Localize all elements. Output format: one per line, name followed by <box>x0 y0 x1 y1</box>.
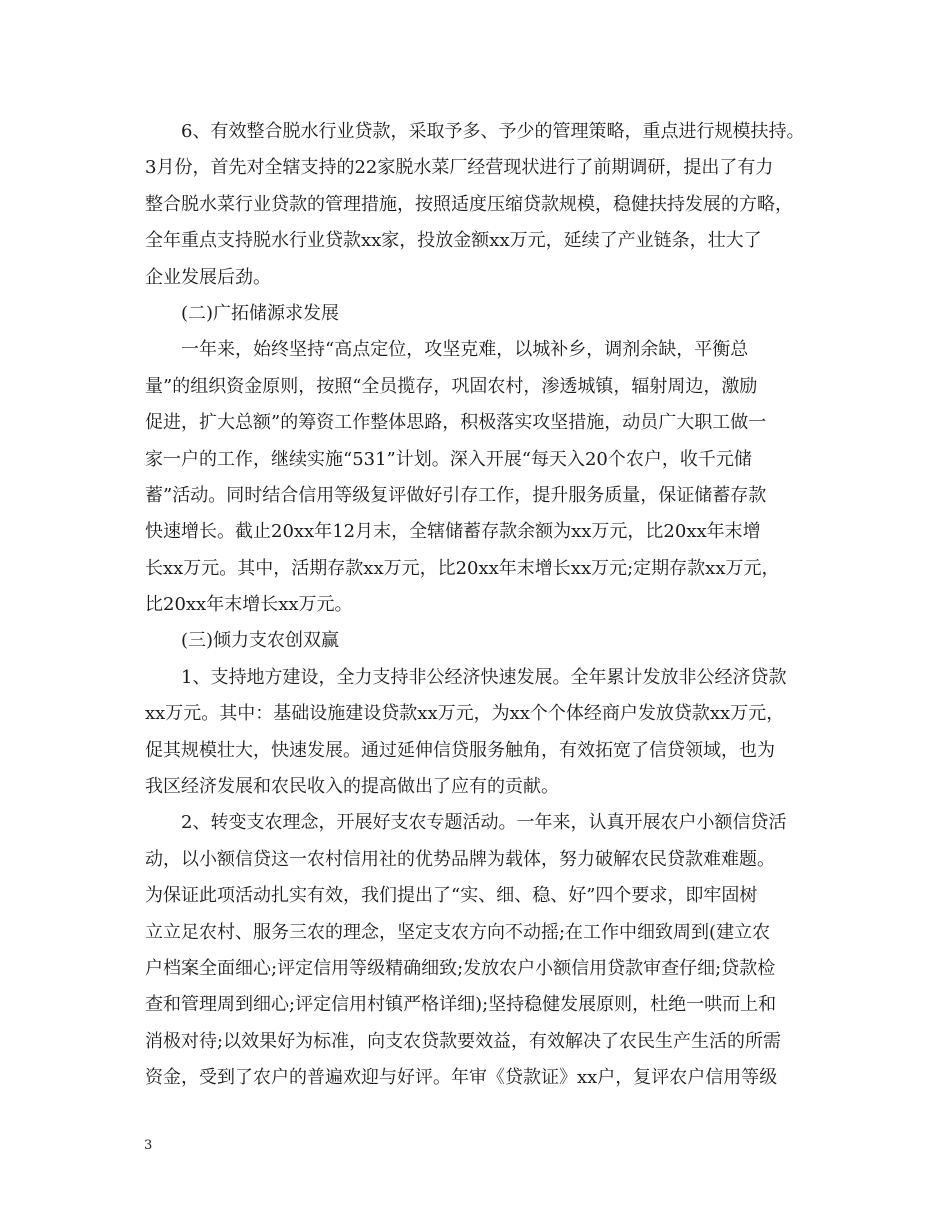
text-line: 1、支持地方建设，全力支持非公经济快速发展。全年累计发放非公经济贷款 <box>181 666 787 688</box>
text-line: 为保证此项活动扎实有效，我们提出了“实、细、稳、好”四个要求，即牢固树 <box>145 885 758 907</box>
text-line: 蓄”活动。同时结合信用等级复评做好引存工作，提升服务质量，保证储蓄存款 <box>145 484 767 506</box>
text-line: 比20xx年末增长xx万元。 <box>145 594 353 616</box>
text-line: 快速增长。截止20xx年12月末，全辖储蓄存款余额为xx万元，比20xx年末增 <box>145 521 761 543</box>
text-line: 全年重点支持脱水行业贷款xx家，投放金额xx万元，延续了产业链条，壮大了 <box>145 230 762 252</box>
text-line: 消极对待;以效果好为标准，向支农贷款要效益，有效解决了农民生产生活的所需 <box>145 1030 782 1052</box>
text-line: 立立足农村、服务三农的理念，坚定支农方向不动摇;在工作中细致周到(建立农 <box>145 921 771 943</box>
text-line: 查和管理周到细心;评定信用村镇严格详细);坚持稳健发展原则，杜绝一哄而上和 <box>145 994 777 1016</box>
text-line: 资金，受到了农户的普遍欢迎与好评。年审《贷款证》xx户，复评农户信用等级 <box>145 1067 778 1089</box>
text-line: 家一户的工作，继续实施“531”计划。深入开展“每天入20个农户，收千元储 <box>145 448 752 470</box>
text-line: 3月份，首先对全辖支持的22家脱水菜厂经营现状进行了前期调研，提出了有力 <box>145 157 774 179</box>
text-line: 2、转变支农理念，开展好支农专题活动。一年来，认真开展农户小额信贷活 <box>181 812 787 834</box>
text-line: 企业发展后劲。 <box>145 266 271 288</box>
text-line: xx万元。其中：基础设施建设贷款xx万元，为xx个个体经商户发放贷款xx万元， <box>145 703 785 725</box>
text-line: 6、有效整合脱水行业贷款，采取予多、予少的管理策略，重点进行规模扶持。 <box>181 121 805 142</box>
page-number: 3 <box>144 1138 153 1153</box>
text-line: 长xx万元。其中，活期存款xx万元，比20xx年末增长xx万元;定期存款xx万元， <box>145 557 780 579</box>
text-line: 整合脱水菜行业贷款的管理措施，按照适度压缩贷款规模，稳健扶持发展的方略， <box>145 193 793 215</box>
text-line: 促其规模壮大，快速发展。通过延伸信贷服务触角，有效拓宽了信贷领域，也为 <box>145 739 775 761</box>
text-line: (二)广拓储源求发展 <box>181 302 340 324</box>
text-line: 动，以小额信贷这一农村信用社的优势品牌为载体，努力破解农民贷款难难题。 <box>145 848 775 870</box>
body-text <box>145 114 815 1097</box>
text-line: 促进，扩大总额”的筹资工作整体思路，积极落实攻坚措施，动员广大职工做一 <box>145 412 767 434</box>
text-line: 户档案全面细心;评定信用等级精确细致;发放农户小额信用贷款审查仔细;贷款检 <box>145 957 776 979</box>
text-line: 一年来，始终坚持“高点定位，攻坚克难，以城补乡，调剂余缺，平衡总 <box>181 339 749 361</box>
text-line: 量”的组织资金原则，按照“全员揽存，巩固农村，渗透城镇，辐射周边，激励 <box>145 375 758 397</box>
text-line: (三)倾力支农创双赢 <box>181 630 340 652</box>
text-line: 我区经济发展和农民收入的提高做出了应有的贡献。 <box>145 776 559 798</box>
